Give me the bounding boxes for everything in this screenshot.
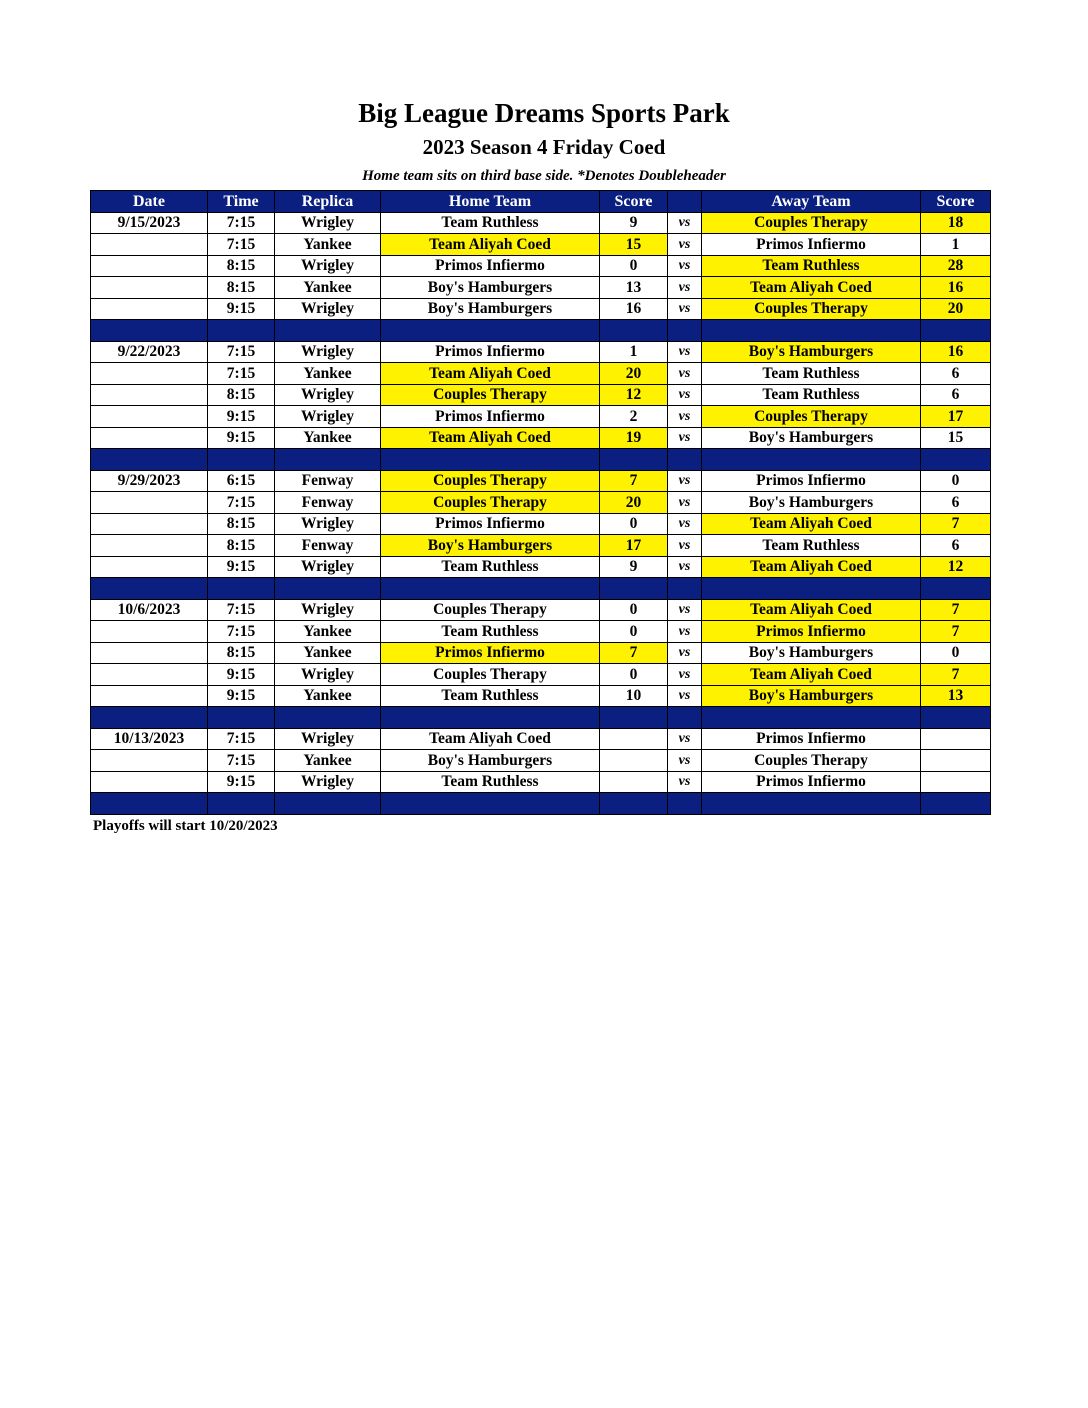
home-score-cell: 19 (600, 427, 668, 449)
away-team-cell: Team Aliyah Coed (702, 513, 921, 535)
vs-cell: vs (668, 535, 702, 557)
vs-cell: vs (668, 384, 702, 406)
vs-cell: vs (668, 341, 702, 363)
time-cell: 8:15 (208, 513, 275, 535)
time-cell: 8:15 (208, 255, 275, 277)
separator-cell (91, 793, 208, 815)
separator-cell (702, 449, 921, 471)
separator-cell (668, 449, 702, 471)
replica-cell: Yankee (275, 363, 381, 385)
home-score-cell: 9 (600, 556, 668, 578)
date-cell (91, 363, 208, 385)
week-separator-row (91, 707, 991, 729)
time-cell: 9:15 (208, 664, 275, 686)
away-team-cell: Team Ruthless (702, 384, 921, 406)
away-score-cell: 18 (921, 212, 991, 234)
replica-cell: Wrigley (275, 513, 381, 535)
home-team-cell: Team Aliyah Coed (381, 427, 600, 449)
separator-cell (600, 449, 668, 471)
date-cell: 9/22/2023 (91, 341, 208, 363)
separator-cell (668, 578, 702, 600)
separator-cell (702, 707, 921, 729)
separator-cell (600, 793, 668, 815)
col-time-header: Time (208, 191, 275, 213)
away-team-cell: Couples Therapy (702, 750, 921, 772)
away-team-cell: Couples Therapy (702, 212, 921, 234)
table-row (91, 599, 991, 621)
separator-cell (208, 578, 275, 600)
away-score-cell: 7 (921, 621, 991, 643)
col-vs-header (668, 191, 702, 213)
home-team-cell: Team Ruthless (381, 212, 600, 234)
time-cell: 7:15 (208, 341, 275, 363)
away-score-cell: 13 (921, 685, 991, 707)
header-row (91, 191, 991, 213)
vs-cell: vs (668, 642, 702, 664)
home-score-cell: 0 (600, 664, 668, 686)
replica-cell: Yankee (275, 234, 381, 256)
home-score-cell: 20 (600, 363, 668, 385)
separator-cell (275, 449, 381, 471)
separator-cell (702, 578, 921, 600)
home-score-cell: 7 (600, 470, 668, 492)
away-team-cell: Primos Infiermo (702, 621, 921, 643)
date-cell (91, 642, 208, 664)
home-team-cell: Team Ruthless (381, 685, 600, 707)
away-team-cell: Primos Infiermo (702, 771, 921, 793)
away-score-cell: 17 (921, 406, 991, 428)
date-cell (91, 255, 208, 277)
replica-cell: Wrigley (275, 212, 381, 234)
replica-cell: Yankee (275, 685, 381, 707)
replica-cell: Wrigley (275, 341, 381, 363)
replica-cell: Yankee (275, 427, 381, 449)
week-separator-row (91, 793, 991, 815)
time-cell: 7:15 (208, 363, 275, 385)
home-team-cell: Team Aliyah Coed (381, 234, 600, 256)
replica-cell: Yankee (275, 750, 381, 772)
time-cell: 7:15 (208, 750, 275, 772)
away-score-cell: 7 (921, 664, 991, 686)
time-cell: 7:15 (208, 621, 275, 643)
replica-cell: Wrigley (275, 298, 381, 320)
home-score-cell: 10 (600, 685, 668, 707)
away-team-cell: Team Aliyah Coed (702, 664, 921, 686)
separator-cell (91, 320, 208, 342)
table-row (91, 642, 991, 664)
away-score-cell: 6 (921, 535, 991, 557)
home-team-cell: Team Ruthless (381, 771, 600, 793)
away-score-cell: 16 (921, 341, 991, 363)
date-cell (91, 406, 208, 428)
away-score-cell: 7 (921, 599, 991, 621)
home-score-cell: 0 (600, 513, 668, 535)
col-away-score-header: Score (921, 191, 991, 213)
home-score-cell: 7 (600, 642, 668, 664)
date-cell (91, 492, 208, 514)
away-score-cell: 1 (921, 234, 991, 256)
away-team-cell: Team Aliyah Coed (702, 599, 921, 621)
home-team-cell: Boy's Hamburgers (381, 298, 600, 320)
away-team-cell: Couples Therapy (702, 406, 921, 428)
time-cell: 7:15 (208, 234, 275, 256)
replica-cell: Wrigley (275, 728, 381, 750)
separator-cell (668, 793, 702, 815)
separator-cell (208, 320, 275, 342)
vs-cell: vs (668, 427, 702, 449)
separator-cell (91, 707, 208, 729)
time-cell: 9:15 (208, 427, 275, 449)
table-row (91, 750, 991, 772)
home-team-cell: Couples Therapy (381, 470, 600, 492)
date-cell (91, 298, 208, 320)
home-score-cell: 0 (600, 599, 668, 621)
replica-cell: Yankee (275, 277, 381, 299)
home-score-cell: 9 (600, 212, 668, 234)
time-cell: 7:15 (208, 492, 275, 514)
time-cell: 9:15 (208, 685, 275, 707)
home-score-cell: 16 (600, 298, 668, 320)
away-team-cell: Team Aliyah Coed (702, 277, 921, 299)
time-cell: 7:15 (208, 728, 275, 750)
date-cell (91, 234, 208, 256)
col-replica-header: Replica (275, 191, 381, 213)
home-score-cell: 2 (600, 406, 668, 428)
separator-cell (381, 449, 600, 471)
away-score-cell: 0 (921, 470, 991, 492)
home-score-cell: 12 (600, 384, 668, 406)
away-score-cell: 6 (921, 492, 991, 514)
schedule-body (91, 212, 991, 814)
page-subtitle: 2023 Season 4 Friday Coed (422, 135, 666, 159)
replica-cell: Wrigley (275, 599, 381, 621)
separator-cell (91, 578, 208, 600)
home-team-cell: Primos Infiermo (381, 406, 600, 428)
home-score-cell (600, 728, 668, 750)
separator-cell (600, 578, 668, 600)
col-date-header: Date (91, 191, 208, 213)
home-team-cell: Team Aliyah Coed (381, 363, 600, 385)
date-cell (91, 535, 208, 557)
time-cell: 8:15 (208, 535, 275, 557)
table-row (91, 556, 991, 578)
replica-cell: Fenway (275, 470, 381, 492)
time-cell: 6:15 (208, 470, 275, 492)
week-separator-row (91, 578, 991, 600)
separator-cell (381, 707, 600, 729)
home-score-cell: 17 (600, 535, 668, 557)
home-score-cell: 0 (600, 621, 668, 643)
separator-cell (208, 449, 275, 471)
table-row (91, 513, 991, 535)
replica-cell: Wrigley (275, 384, 381, 406)
away-score-cell: 7 (921, 513, 991, 535)
home-team-cell: Primos Infiermo (381, 255, 600, 277)
separator-cell (600, 707, 668, 729)
away-score-cell (921, 750, 991, 772)
separator-cell (275, 578, 381, 600)
playoffs-note: Playoffs will start 10/20/2023 (93, 818, 278, 834)
vs-cell: vs (668, 277, 702, 299)
replica-cell: Yankee (275, 621, 381, 643)
away-team-cell: Primos Infiermo (702, 234, 921, 256)
date-cell (91, 427, 208, 449)
col-home-score-header: Score (600, 191, 668, 213)
vs-cell: vs (668, 685, 702, 707)
replica-cell: Wrigley (275, 406, 381, 428)
away-score-cell: 0 (921, 642, 991, 664)
vs-cell: vs (668, 556, 702, 578)
table-row (91, 298, 991, 320)
home-score-cell: 15 (600, 234, 668, 256)
home-score-cell: 1 (600, 341, 668, 363)
separator-cell (275, 320, 381, 342)
date-cell (91, 277, 208, 299)
vs-cell: vs (668, 406, 702, 428)
home-team-cell: Couples Therapy (381, 599, 600, 621)
schedule-table (90, 190, 991, 815)
separator-cell (921, 320, 991, 342)
table-row (91, 685, 991, 707)
away-team-cell: Boy's Hamburgers (702, 685, 921, 707)
home-team-cell: Boy's Hamburgers (381, 750, 600, 772)
time-cell: 8:15 (208, 277, 275, 299)
date-cell (91, 771, 208, 793)
replica-cell: Fenway (275, 492, 381, 514)
vs-cell: vs (668, 771, 702, 793)
home-score-cell (600, 750, 668, 772)
separator-cell (381, 793, 600, 815)
away-score-cell (921, 728, 991, 750)
time-cell: 9:15 (208, 406, 275, 428)
away-score-cell: 28 (921, 255, 991, 277)
vs-cell: vs (668, 255, 702, 277)
table-row (91, 470, 991, 492)
vs-cell: vs (668, 664, 702, 686)
replica-cell: Yankee (275, 642, 381, 664)
time-cell: 8:15 (208, 642, 275, 664)
vs-cell: vs (668, 599, 702, 621)
page-title: Big League Dreams Sports Park (358, 98, 730, 128)
home-team-cell: Primos Infiermo (381, 341, 600, 363)
date-cell (91, 621, 208, 643)
away-score-cell: 6 (921, 384, 991, 406)
away-team-cell: Team Ruthless (702, 535, 921, 557)
home-team-cell: Couples Therapy (381, 384, 600, 406)
home-team-cell: Primos Infiermo (381, 642, 600, 664)
home-score-cell: 20 (600, 492, 668, 514)
table-row (91, 621, 991, 643)
table-row (91, 728, 991, 750)
separator-cell (208, 707, 275, 729)
away-team-cell: Boy's Hamburgers (702, 341, 921, 363)
replica-cell: Wrigley (275, 556, 381, 578)
vs-cell: vs (668, 492, 702, 514)
separator-cell (381, 320, 600, 342)
date-cell (91, 384, 208, 406)
away-team-cell: Couples Therapy (702, 298, 921, 320)
schedule-note: Home team sits on third base side. *Denotes Doubleheader (362, 168, 726, 184)
replica-cell: Wrigley (275, 664, 381, 686)
separator-cell (208, 793, 275, 815)
date-cell (91, 685, 208, 707)
away-score-cell: 12 (921, 556, 991, 578)
away-team-cell: Boy's Hamburgers (702, 642, 921, 664)
away-team-cell: Team Ruthless (702, 363, 921, 385)
home-team-cell: Team Ruthless (381, 556, 600, 578)
away-team-cell: Team Aliyah Coed (702, 556, 921, 578)
replica-cell: Wrigley (275, 255, 381, 277)
separator-cell (921, 578, 991, 600)
replica-cell: Fenway (275, 535, 381, 557)
away-team-cell: Primos Infiermo (702, 728, 921, 750)
separator-cell (600, 320, 668, 342)
separator-cell (921, 707, 991, 729)
table-row (91, 341, 991, 363)
date-cell (91, 513, 208, 535)
vs-cell: vs (668, 750, 702, 772)
separator-cell (668, 320, 702, 342)
away-score-cell: 20 (921, 298, 991, 320)
col-away-team-header: Away Team (702, 191, 921, 213)
time-cell: 9:15 (208, 298, 275, 320)
away-team-cell: Boy's Hamburgers (702, 427, 921, 449)
time-cell: 9:15 (208, 556, 275, 578)
table-row (91, 492, 991, 514)
vs-cell: vs (668, 470, 702, 492)
date-cell: 9/29/2023 (91, 470, 208, 492)
date-cell (91, 556, 208, 578)
time-cell: 7:15 (208, 212, 275, 234)
date-cell: 10/6/2023 (91, 599, 208, 621)
table-row (91, 212, 991, 234)
date-cell (91, 664, 208, 686)
home-team-cell: Team Aliyah Coed (381, 728, 600, 750)
home-score-cell: 0 (600, 255, 668, 277)
replica-cell: Wrigley (275, 771, 381, 793)
home-score-cell (600, 771, 668, 793)
vs-cell: vs (668, 298, 702, 320)
date-cell: 9/15/2023 (91, 212, 208, 234)
week-separator-row (91, 320, 991, 342)
away-score-cell: 6 (921, 363, 991, 385)
time-cell: 8:15 (208, 384, 275, 406)
away-score-cell (921, 771, 991, 793)
table-row (91, 255, 991, 277)
home-team-cell: Team Ruthless (381, 621, 600, 643)
home-score-cell: 13 (600, 277, 668, 299)
week-separator-row (91, 449, 991, 471)
away-score-cell: 15 (921, 427, 991, 449)
separator-cell (275, 793, 381, 815)
table-row (91, 664, 991, 686)
table-row (91, 277, 991, 299)
vs-cell: vs (668, 621, 702, 643)
table-row (91, 406, 991, 428)
separator-cell (91, 449, 208, 471)
separator-cell (921, 449, 991, 471)
home-team-cell: Boy's Hamburgers (381, 535, 600, 557)
table-row (91, 427, 991, 449)
table-row (91, 535, 991, 557)
table-row (91, 363, 991, 385)
away-team-cell: Primos Infiermo (702, 470, 921, 492)
vs-cell: vs (668, 513, 702, 535)
table-row (91, 234, 991, 256)
separator-cell (702, 320, 921, 342)
table-row (91, 384, 991, 406)
date-cell: 10/13/2023 (91, 728, 208, 750)
time-cell: 9:15 (208, 771, 275, 793)
home-team-cell: Couples Therapy (381, 492, 600, 514)
col-home-team-header: Home Team (381, 191, 600, 213)
table-row (91, 771, 991, 793)
separator-cell (275, 707, 381, 729)
vs-cell: vs (668, 212, 702, 234)
home-team-cell: Boy's Hamburgers (381, 277, 600, 299)
separator-cell (668, 707, 702, 729)
home-team-cell: Couples Therapy (381, 664, 600, 686)
separator-cell (381, 578, 600, 600)
separator-cell (921, 793, 991, 815)
vs-cell: vs (668, 728, 702, 750)
vs-cell: vs (668, 363, 702, 385)
away-team-cell: Team Ruthless (702, 255, 921, 277)
time-cell: 7:15 (208, 599, 275, 621)
away-team-cell: Boy's Hamburgers (702, 492, 921, 514)
vs-cell: vs (668, 234, 702, 256)
home-team-cell: Primos Infiermo (381, 513, 600, 535)
date-cell (91, 750, 208, 772)
separator-cell (702, 793, 921, 815)
away-score-cell: 16 (921, 277, 991, 299)
